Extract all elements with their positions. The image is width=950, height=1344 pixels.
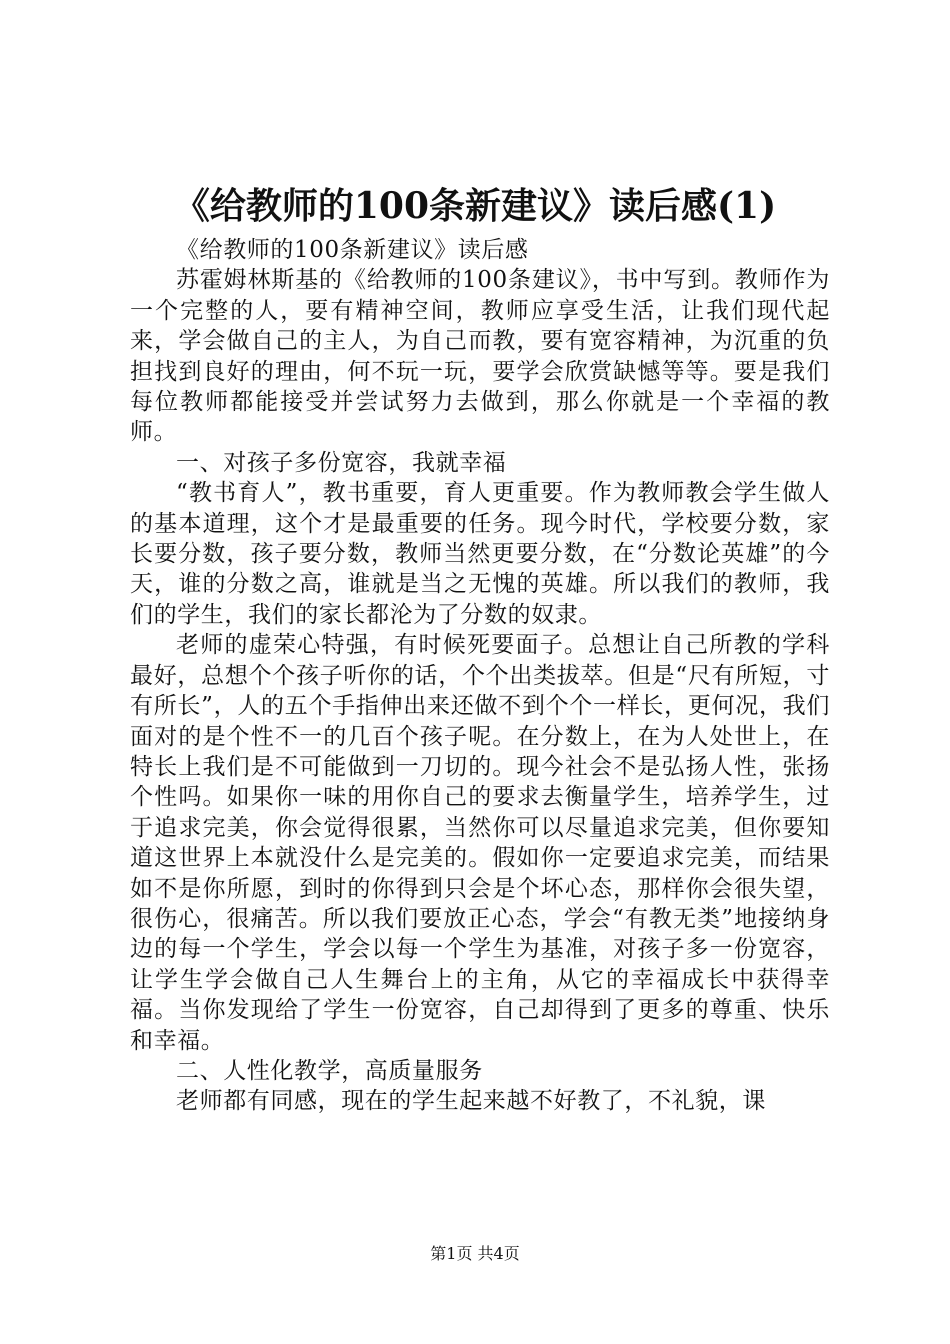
body-paragraph: 苏霍姆林斯基的《给教师的100条建议》，书中写到。教师作为一个完整的人，要有精神空间，教师应享受生活，让我们现代起来，学会做自己的主人，为自己而教，要有宽容精神，为沉重的负担找到良好的理由，何不玩一玩，要学会欣赏缺憾等等。要是我们每位教师都能接受并尝试努力去做到，那么你就是一个幸福的教师。 [130,267,830,446]
body-paragraph: 老师的虚荣心特强，有时候死要面子。总想让自己所教的学科最好，总想个个孩子听你的话，个个出类拔萃。但是“尺有所短，寸有所长”，人的五个手指伸出来还做不到个个一样长，更何况，我们面对的是个性不一的几百个孩子呢。在分数上，在为人处世上，在特长上我们是不可能做到一刀切的。现今社会不是弘扬人性，张扬个性吗。如果你一味的用你自己的要求去衡量学生，培养学生，过于追求完美，你会觉得很累，当然你可以尽量追求完美，但你要知道这世界上本就没什么是完美的。假如你一定要追求完美，而结果如不是你所愿，到时的你得到只会是个坏心态，那样你会很失望，很伤心，很痛苦。所以我们要放正心态，学会“有教无类”地接纳身边的每一个学生，学会以每一个学生为基准，对孩子多一份宽容，让学生学会做自己人生舞台上的主角，从它的幸福成长中获得幸福。当你发现给了学生一份宽容，自己却得到了更多的尊重、快乐和幸福。 [130,632,830,1054]
body-paragraph: “教书育人”，教书重要，育人更重要。作为教师教会学生做人的基本道理，这个才是最重要的任务。现今时代，学校要分数，家长要分数，孩子要分数，教师当然更要分数，在“分数论英雄”的今天，谁的分数之高，谁就是当之无愧的英雄。所以我们的教师，我们的学生，我们的家长都沦为了分数的奴隶。 [130,480,830,628]
section-heading: 一、对孩子多份宽容，我就幸福 [176,449,507,476]
section-heading: 二、人性化教学，高质量服务 [176,1057,483,1084]
document-body [130,235,830,1117]
subtitle-paragraph: 《给教师的100条新建议》读后感 [176,237,529,263]
body-paragraph: 老师都有同感，现在的学生起来越不好教了，不礼貌，课 [176,1088,766,1115]
document-title: 《给教师的100条新建议》读后感(1) [173,185,777,227]
page-footer: 第1页 共4页 [430,1244,520,1263]
